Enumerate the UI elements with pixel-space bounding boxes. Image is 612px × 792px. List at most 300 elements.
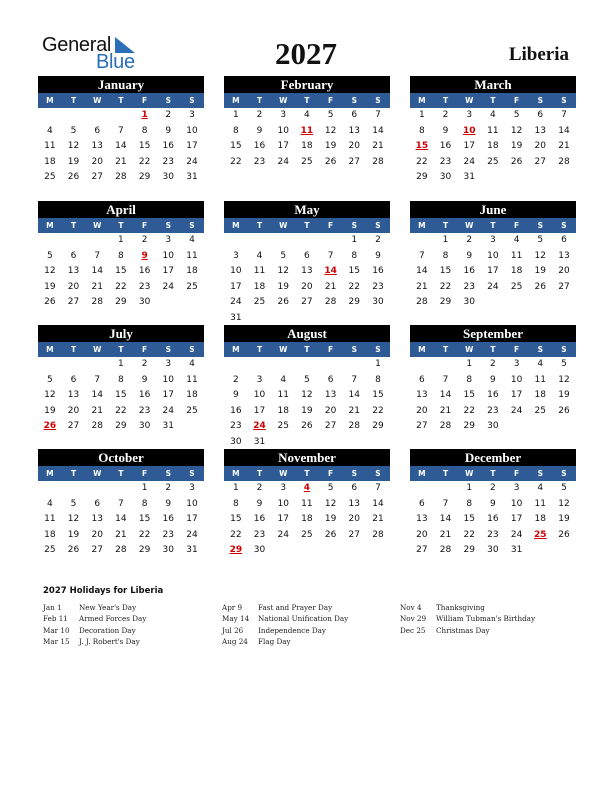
week-row	[224, 280, 390, 296]
day-cell: 21	[115, 156, 127, 167]
month-name: July	[38, 325, 204, 342]
weekday-label: M	[46, 345, 54, 354]
day-cell: 28	[324, 297, 337, 307]
day-cell: 6	[94, 498, 101, 509]
empty-day-cell	[342, 543, 366, 559]
day-cell: 23	[230, 421, 242, 431]
holiday-name: J. J. Robert's Day	[79, 636, 140, 646]
empty-day-cell	[248, 357, 272, 373]
day-cell: 6	[70, 374, 77, 385]
day-cell: 7	[375, 110, 381, 120]
empty-day-cell	[552, 543, 576, 559]
month-name: February	[224, 76, 390, 93]
day-cell: 26	[301, 421, 313, 431]
week-row	[410, 512, 576, 528]
day-cell: 31	[253, 436, 266, 447]
weekday-label: M	[232, 221, 240, 230]
week-row	[224, 139, 390, 155]
day-cell: 20	[324, 405, 337, 416]
day-cell: 5	[46, 374, 53, 385]
day-cell: 7	[94, 374, 101, 385]
day-cell: 22	[439, 281, 452, 292]
day-cell: 8	[141, 125, 148, 136]
holiday-date: Nov 4	[400, 603, 422, 612]
day-cell: 28	[416, 297, 428, 307]
day-cell: 12	[324, 125, 337, 136]
day-cell: 13	[416, 514, 428, 524]
weekday-label: S	[375, 221, 381, 230]
day-cell: 22	[230, 156, 242, 167]
day-cell: 7	[94, 250, 101, 261]
day-cell: 31	[510, 545, 523, 555]
day-cell: 12	[67, 141, 80, 151]
day-cell: 22	[138, 529, 151, 540]
day-cell: 18	[253, 281, 266, 292]
day-cell: 21	[372, 514, 384, 524]
day-cell: 26	[44, 297, 56, 307]
day-cell: 26	[324, 156, 337, 167]
day-cell: 26	[67, 545, 80, 555]
day-cell: 16	[372, 266, 384, 276]
day-cell: 20	[67, 281, 80, 292]
day-cell: 15	[138, 141, 151, 151]
day-cell: 4	[189, 235, 195, 245]
day-cell: 8	[442, 250, 449, 261]
day-cell: 2	[442, 110, 449, 120]
day-cell: 17	[162, 390, 174, 400]
holiday-date: Mar 10	[43, 625, 70, 635]
empty-day-cell	[85, 357, 109, 373]
day-cell: 19	[534, 266, 546, 276]
day-cell: 15	[348, 266, 360, 276]
week-row	[224, 543, 390, 559]
day-cell: 23	[487, 405, 499, 416]
empty-day-cell	[180, 295, 204, 311]
day-cell: 29	[439, 297, 452, 307]
day-cell: 13	[91, 141, 103, 151]
day-cell: 5	[561, 359, 567, 369]
day-cell: 14	[348, 390, 360, 400]
day-cell: 5	[70, 125, 77, 136]
week-row	[224, 435, 390, 451]
holiday-date: Mar 15	[43, 636, 70, 646]
day-cell: 15	[463, 514, 475, 524]
day-cell: 26	[324, 529, 337, 540]
empty-day-cell	[271, 233, 295, 249]
day-cell: 3	[256, 374, 263, 385]
day-cell: 16	[487, 514, 499, 524]
holiday-day: 29	[229, 545, 243, 555]
week-row	[410, 388, 576, 404]
empty-day-cell	[342, 435, 366, 451]
week-row	[224, 481, 390, 497]
day-cell: 19	[301, 405, 313, 416]
day-cell: 1	[351, 235, 358, 245]
day-cell: 7	[442, 374, 449, 385]
weekday-label: M	[46, 96, 54, 105]
empty-day-cell	[295, 233, 319, 249]
day-cell: 20	[348, 141, 360, 151]
day-cell: 23	[138, 405, 151, 416]
holiday-name: Flag Day	[258, 636, 291, 646]
day-cell: 25	[44, 172, 56, 182]
day-cell: 7	[375, 483, 381, 493]
day-cell: 21	[439, 529, 452, 540]
holiday-date: Jan 1	[43, 603, 62, 612]
empty-day-cell	[224, 357, 248, 373]
week-row	[38, 139, 204, 155]
month-name: April	[38, 201, 204, 218]
day-cell: 3	[165, 359, 172, 369]
day-cell: 9	[442, 125, 449, 136]
weekday-label: M	[418, 96, 426, 105]
day-cell: 26	[277, 297, 289, 307]
day-cell: 21	[372, 141, 384, 151]
day-cell: 22	[115, 281, 127, 292]
month-name: May	[224, 201, 390, 218]
day-cell: 11	[253, 266, 266, 276]
empty-day-cell	[295, 311, 319, 327]
holiday-day: 11	[300, 125, 314, 136]
day-cell: 22	[348, 281, 360, 292]
weekday-label: F	[142, 96, 148, 105]
day-cell: 3	[280, 110, 287, 120]
weekday-label: W	[93, 469, 102, 478]
day-cell: 19	[324, 514, 337, 524]
empty-day-cell	[528, 295, 552, 311]
day-cell: 22	[463, 529, 475, 540]
day-cell: 24	[510, 529, 523, 540]
day-cell: 3	[232, 250, 239, 261]
day-cell: 11	[487, 125, 499, 136]
day-cell: 24	[487, 281, 499, 292]
empty-day-cell	[410, 233, 434, 249]
empty-day-cell	[271, 543, 295, 559]
day-cell: 24	[277, 529, 289, 540]
holiday-item	[222, 636, 348, 647]
day-cell: 19	[67, 529, 80, 540]
empty-day-cell	[505, 170, 529, 186]
day-cell: 21	[348, 405, 360, 416]
week-row	[224, 528, 390, 544]
day-cell: 16	[463, 266, 475, 276]
day-cell: 3	[513, 483, 520, 493]
weekday-label: T	[256, 96, 263, 105]
day-cell: 22	[463, 405, 475, 416]
day-cell: 1	[442, 235, 449, 245]
month-july	[38, 325, 204, 435]
day-cell: 18	[487, 141, 499, 151]
day-cell: 10	[186, 498, 198, 509]
weekday-label: T	[256, 469, 263, 478]
holiday-item	[222, 613, 348, 624]
country-name: Liberia	[508, 44, 569, 65]
weekday-label: T	[304, 96, 310, 105]
month-name: December	[410, 449, 576, 466]
month-june	[410, 201, 576, 311]
day-cell: 2	[375, 235, 381, 245]
weekday-label: T	[490, 345, 496, 354]
day-cell: 27	[416, 421, 428, 431]
day-cell: 17	[277, 141, 289, 151]
weekday-label: M	[232, 469, 240, 478]
week-row	[224, 155, 390, 171]
day-cell: 17	[510, 390, 523, 400]
day-cell: 18	[186, 266, 198, 276]
day-cell: 2	[490, 359, 496, 369]
day-cell: 16	[162, 141, 174, 151]
day-cell: 27	[324, 421, 337, 431]
empty-day-cell	[528, 543, 552, 559]
day-cell: 4	[256, 250, 263, 261]
day-cell: 20	[348, 514, 360, 524]
day-cell: 6	[418, 498, 425, 509]
week-row	[410, 264, 576, 280]
logo-blue-text: Blue	[96, 51, 135, 73]
holiday-date: Dec 25	[400, 625, 426, 635]
day-cell: 23	[162, 156, 174, 167]
weekday-label: T	[442, 221, 449, 230]
day-cell: 27	[91, 545, 103, 555]
day-cell: 9	[165, 125, 172, 136]
holiday-column	[222, 602, 348, 647]
empty-day-cell	[248, 311, 272, 327]
day-cell: 8	[375, 374, 381, 385]
day-cell: 28	[372, 529, 384, 540]
day-cell: 7	[442, 498, 449, 509]
day-cell: 17	[510, 514, 523, 524]
day-cell: 1	[232, 483, 239, 493]
weekday-label: S	[375, 345, 381, 354]
weekday-label: S	[375, 469, 381, 478]
weekday-header	[38, 342, 204, 357]
day-cell: 11	[44, 141, 56, 151]
day-cell: 30	[372, 297, 384, 307]
weekday-label: S	[351, 221, 357, 230]
month-march	[410, 76, 576, 186]
day-cell: 12	[301, 390, 313, 400]
empty-day-cell	[62, 108, 86, 124]
weekday-label: S	[351, 469, 357, 478]
empty-day-cell	[38, 481, 62, 497]
empty-day-cell	[62, 481, 86, 497]
day-cell: 2	[232, 374, 239, 385]
week-row	[410, 139, 576, 155]
day-cell: 6	[70, 250, 77, 261]
holiday-date: Jul 26	[222, 625, 244, 635]
day-cell: 6	[351, 483, 358, 493]
day-cell: 9	[490, 374, 496, 385]
day-cell: 12	[558, 498, 570, 509]
month-january	[38, 76, 204, 186]
holiday-day: 1	[141, 110, 148, 120]
week-row	[410, 295, 576, 311]
week-row	[224, 512, 390, 528]
day-cell: 29	[348, 297, 360, 307]
day-cell: 30	[463, 297, 475, 307]
day-cell: 6	[418, 374, 425, 385]
day-cell: 18	[534, 514, 546, 524]
day-cell: 13	[67, 390, 80, 400]
day-cell: 7	[561, 110, 567, 120]
day-cell: 23	[138, 281, 151, 292]
day-cell: 11	[534, 498, 546, 509]
empty-day-cell	[224, 233, 248, 249]
day-cell: 25	[44, 545, 56, 555]
day-cell: 20	[416, 405, 428, 416]
week-row	[410, 497, 576, 513]
empty-day-cell	[528, 170, 552, 186]
day-cell: 24	[463, 156, 475, 167]
day-cell: 7	[118, 125, 124, 136]
weekday-label: W	[465, 469, 474, 478]
day-cell: 24	[162, 405, 174, 416]
holidays-title: 2027 Holidays for Liberia	[43, 586, 164, 596]
day-cell: 13	[91, 514, 103, 524]
day-cell: 3	[280, 483, 287, 493]
day-cell: 10	[162, 374, 174, 385]
weekday-label: S	[189, 345, 195, 354]
holiday-date: Feb 11	[43, 614, 68, 624]
day-cell: 28	[558, 156, 570, 167]
day-cell: 23	[253, 529, 266, 540]
day-cell: 27	[348, 156, 360, 167]
day-cell: 8	[118, 250, 124, 261]
day-cell: 24	[186, 156, 198, 167]
day-cell: 20	[91, 529, 103, 540]
day-cell: 9	[375, 250, 381, 261]
week-row	[38, 155, 204, 171]
holiday-date: Aug 24	[222, 636, 248, 646]
day-cell: 17	[162, 266, 174, 276]
day-cell: 29	[138, 545, 151, 555]
weekday-label: F	[514, 469, 520, 478]
day-cell: 3	[189, 110, 195, 120]
week-row	[224, 497, 390, 513]
day-cell: 4	[189, 359, 195, 369]
day-cell: 15	[230, 514, 242, 524]
weekday-label: M	[418, 221, 426, 230]
day-cell: 7	[418, 250, 425, 261]
day-cell: 10	[253, 390, 266, 400]
day-cell: 28	[372, 156, 384, 167]
day-cell: 14	[439, 390, 452, 400]
day-cell: 14	[372, 498, 384, 509]
day-cell: 4	[46, 125, 53, 136]
day-cell: 17	[277, 514, 289, 524]
month-december	[410, 449, 576, 559]
day-cell: 20	[534, 141, 546, 151]
weekday-header	[410, 342, 576, 357]
day-cell: 21	[558, 141, 570, 151]
day-cell: 7	[327, 250, 334, 261]
day-cell: 6	[537, 110, 544, 120]
month-name: June	[410, 201, 576, 218]
holiday-column	[400, 602, 535, 636]
month-april	[38, 201, 204, 311]
day-cell: 14	[416, 266, 428, 276]
weekday-label: S	[561, 345, 567, 354]
weekday-header	[38, 218, 204, 233]
day-cell: 11	[534, 374, 546, 385]
day-cell: 23	[487, 529, 499, 540]
day-cell: 7	[118, 498, 124, 509]
holiday-item	[222, 625, 348, 636]
week-row	[410, 108, 576, 124]
day-cell: 27	[91, 172, 103, 182]
day-cell: 8	[118, 374, 124, 385]
empty-day-cell	[271, 357, 295, 373]
day-cell: 17	[463, 141, 475, 151]
day-cell: 3	[490, 235, 496, 245]
weekday-label: S	[561, 221, 567, 230]
weekday-label: T	[304, 345, 310, 354]
weekday-label: S	[561, 469, 567, 478]
weekday-label: W	[465, 221, 474, 230]
day-cell: 1	[118, 359, 124, 369]
day-cell: 30	[162, 172, 174, 182]
day-cell: 2	[141, 235, 148, 245]
day-cell: 22	[230, 529, 242, 540]
empty-day-cell	[295, 435, 319, 451]
day-cell: 19	[277, 281, 289, 292]
weekday-label: F	[142, 469, 148, 478]
day-cell: 17	[230, 281, 242, 292]
day-cell: 29	[463, 545, 475, 555]
empty-day-cell	[85, 108, 109, 124]
day-cell: 26	[67, 172, 80, 182]
day-cell: 27	[558, 281, 570, 292]
week-row	[410, 373, 576, 389]
weekday-label: T	[490, 469, 496, 478]
weekday-label: T	[118, 345, 124, 354]
week-row	[410, 404, 576, 420]
day-cell: 24	[162, 281, 174, 292]
holiday-day: 25	[534, 529, 547, 540]
day-cell: 26	[534, 281, 546, 292]
day-cell: 9	[165, 498, 172, 509]
empty-day-cell	[271, 311, 295, 327]
empty-day-cell	[366, 543, 390, 559]
day-cell: 15	[230, 141, 242, 151]
day-cell: 5	[327, 483, 334, 493]
day-cell: 4	[280, 374, 287, 385]
weekday-header	[224, 218, 390, 233]
weekday-label: F	[514, 345, 520, 354]
day-cell: 12	[510, 125, 523, 136]
day-cell: 25	[510, 281, 523, 292]
day-cell: 12	[67, 514, 80, 524]
weekday-label: W	[279, 469, 288, 478]
holiday-day: 10	[462, 125, 476, 136]
day-cell: 5	[304, 374, 310, 385]
day-cell: 19	[558, 390, 570, 400]
day-cell: 10	[277, 498, 289, 509]
day-cell: 22	[115, 405, 127, 416]
weekday-label: S	[537, 345, 543, 354]
week-row	[38, 170, 204, 186]
day-cell: 24	[510, 405, 523, 416]
week-row	[38, 543, 204, 559]
weekday-header	[38, 466, 204, 481]
holiday-day: 24	[253, 421, 266, 431]
weekday-label: T	[304, 221, 310, 230]
holiday-name: William Tubman's Birthday	[436, 614, 536, 624]
day-cell: 14	[372, 125, 384, 136]
day-cell: 9	[141, 374, 148, 385]
weekday-label: T	[442, 96, 449, 105]
day-cell: 2	[490, 483, 496, 493]
